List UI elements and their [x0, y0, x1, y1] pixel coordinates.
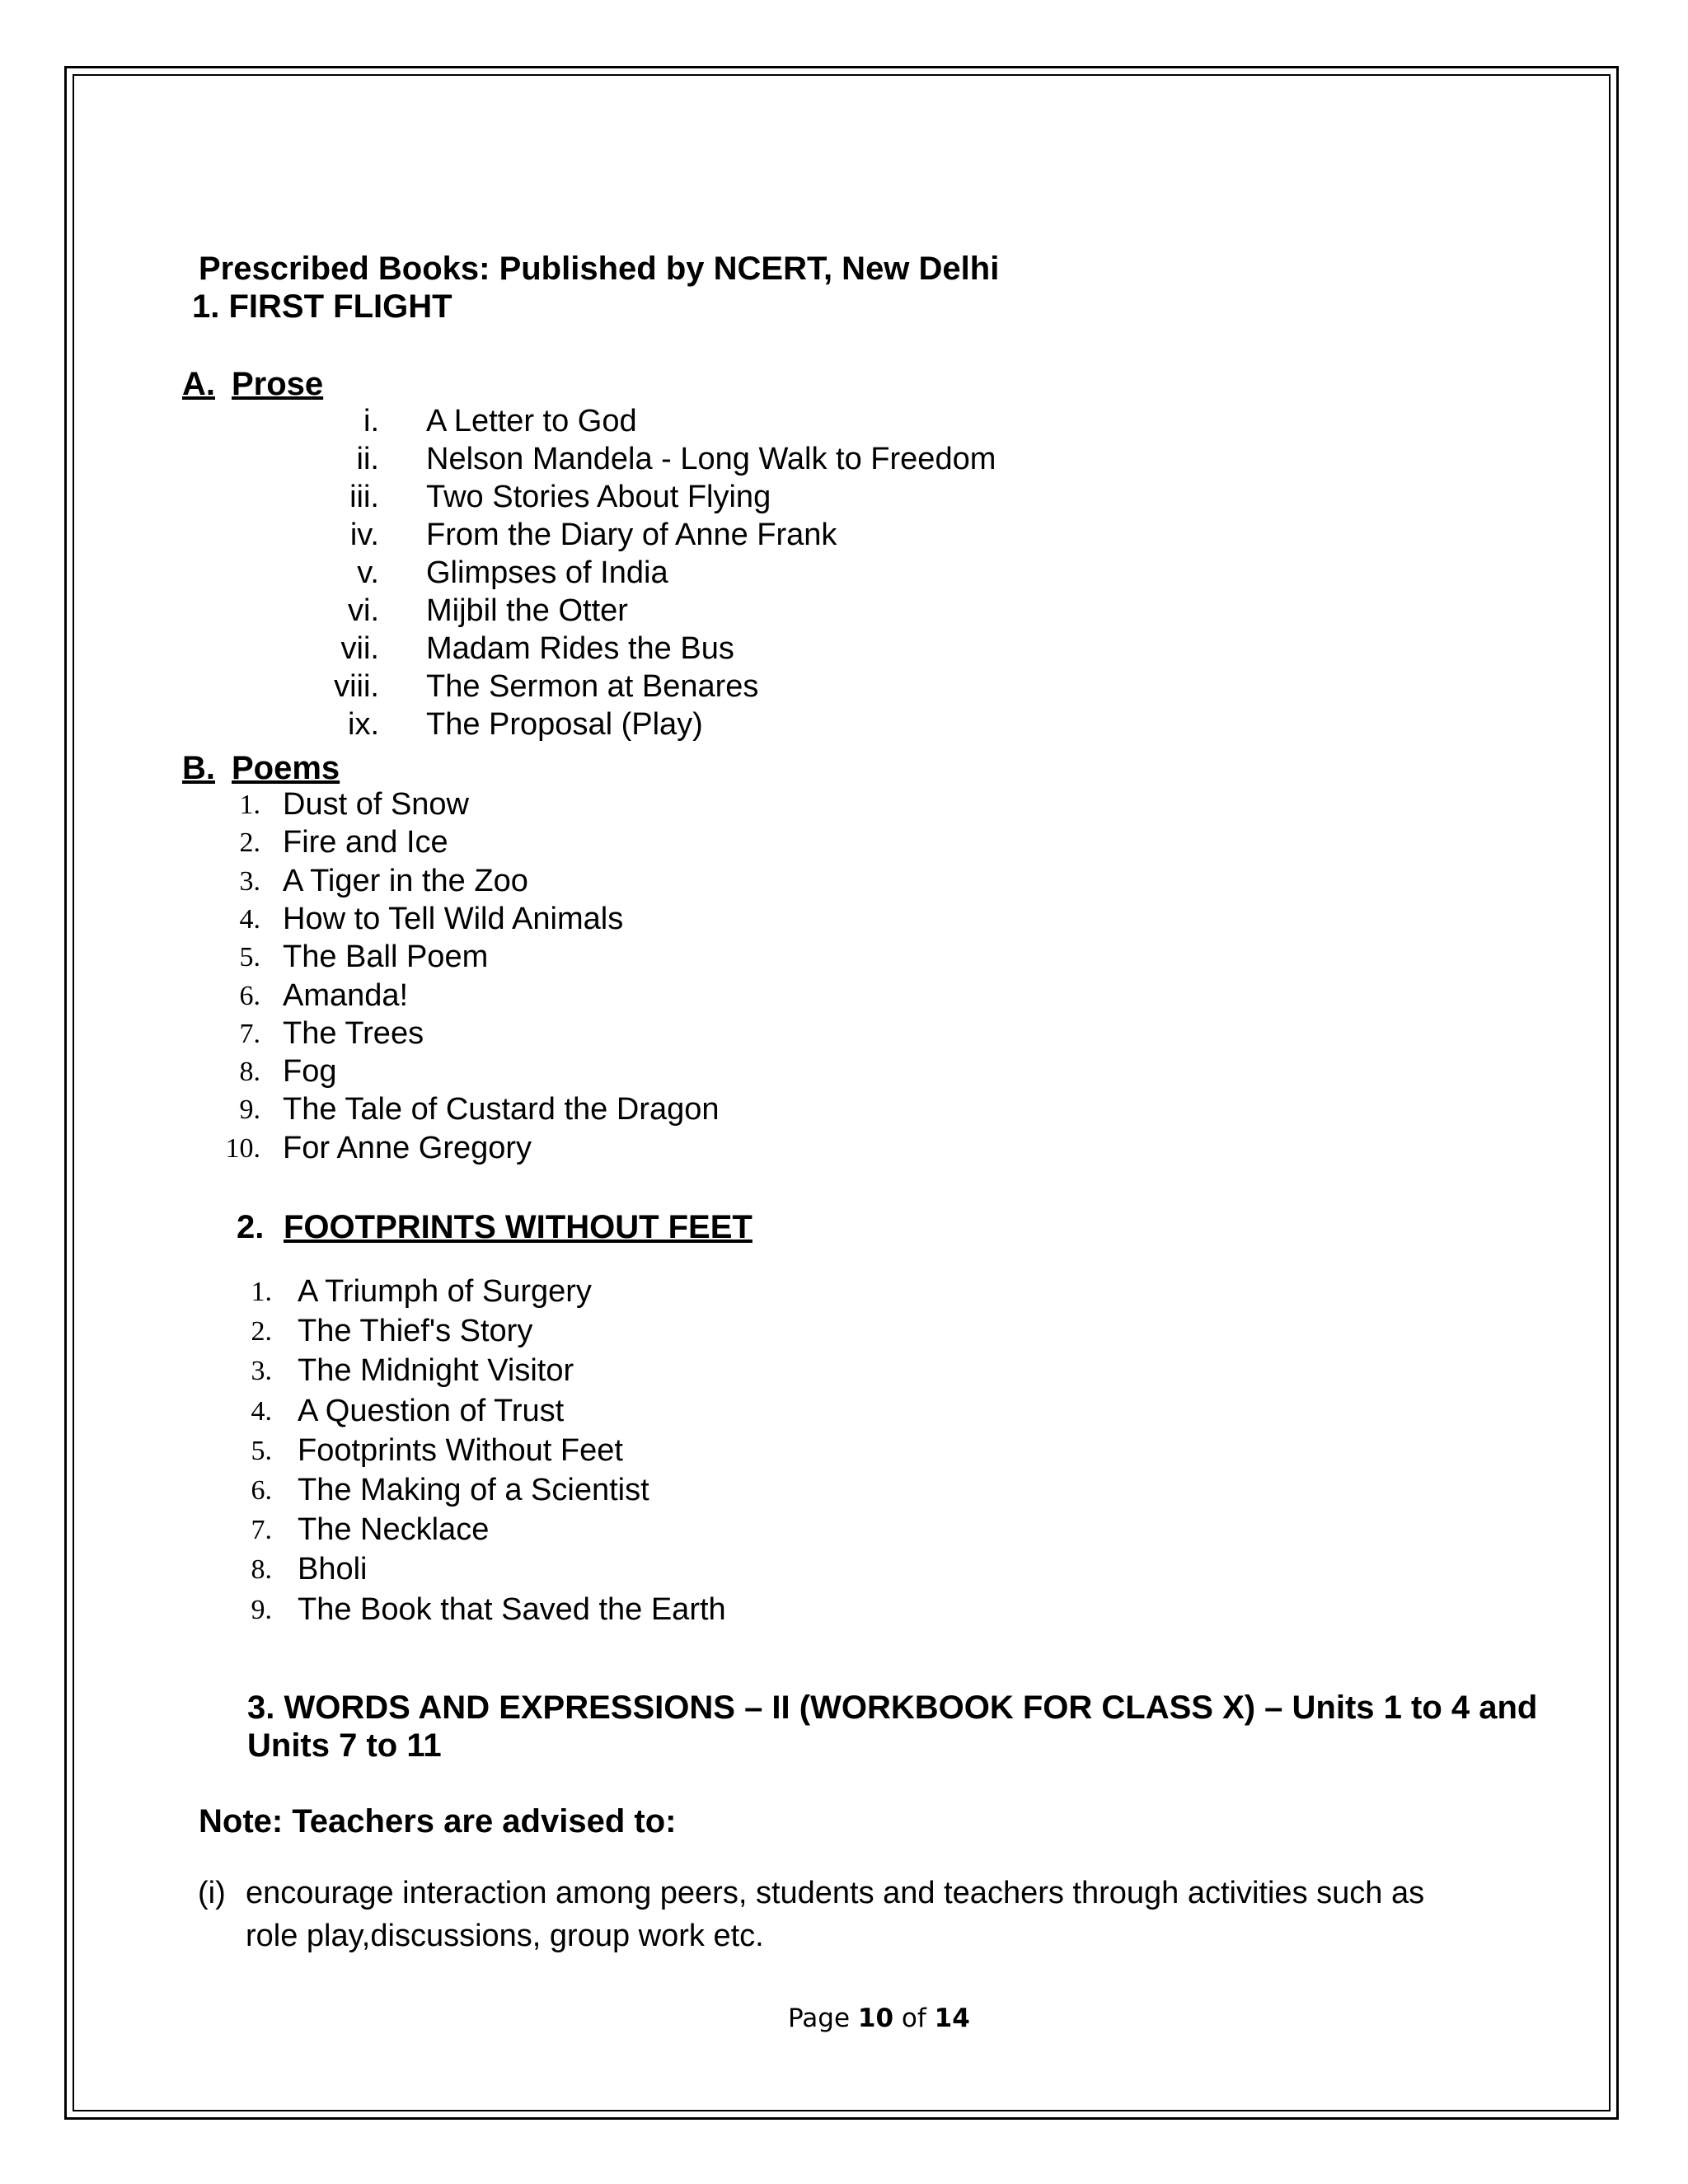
poems-section-letter: B. [182, 750, 215, 786]
prose-item-number: ix. [348, 707, 379, 742]
poem-item-number: 2. [239, 827, 260, 859]
poem-item-number: 10. [225, 1132, 260, 1164]
poem-item-number: 5. [239, 942, 260, 973]
prescribed-books-heading: Prescribed Books: Published by NCERT, New Delhi [199, 251, 1000, 287]
poem-item-title: How to Tell Wild Animals [283, 901, 624, 936]
prose-item-title: Glimpses of India [426, 555, 668, 590]
poem-item-title: For Anne Gregory [283, 1130, 532, 1165]
prose-item-title: Mijbil the Otter [426, 593, 628, 628]
note-text-line2: role play,discussions, group work etc. [246, 1919, 764, 1953]
prose-item-number: iii. [349, 480, 379, 514]
footprints-item-number: 2. [251, 1316, 272, 1347]
workbook-heading-line2: Units 7 to 11 [247, 1727, 442, 1764]
footprints-item-number: 7. [251, 1515, 272, 1546]
footer-of-word: of [901, 2004, 926, 2033]
footprints-item-number: 8. [251, 1554, 272, 1586]
poem-item-number: 7. [239, 1018, 260, 1049]
workbook-heading-line1: 3. WORDS AND EXPRESSIONS – II (WORKBOOK FOR CLASS X) – Units 1 to 4 and [247, 1690, 1538, 1726]
footprints-item-number: 3. [251, 1356, 272, 1387]
poem-item-title: Amanda! [283, 977, 409, 1013]
poem-item-number: 4. [239, 903, 260, 935]
prose-item-title: From the Diary of Anne Frank [426, 518, 837, 552]
prose-section-title: Prose [232, 366, 324, 402]
poem-item-title: The Ball Poem [283, 940, 489, 975]
poem-item-title: A Tiger in the Zoo [283, 863, 528, 898]
footprints-item-number: 6. [251, 1475, 272, 1506]
footer-current-page: 10 [857, 2004, 894, 2033]
prose-item-title: Nelson Mandela - Long Walk to Freedom [426, 442, 996, 476]
footprints-item-title: Footprints Without Feet [298, 1432, 623, 1468]
footprints-item-number: 1. [251, 1277, 272, 1307]
footprints-item-number: 5. [251, 1435, 272, 1466]
prose-section-letter: A. [182, 366, 215, 402]
footprints-item-title: The Necklace [298, 1512, 490, 1548]
poems-section-title: Poems [232, 750, 340, 786]
prose-item-title: The Proposal (Play) [426, 707, 703, 742]
prose-item-number: vii. [340, 631, 379, 666]
poem-item-number: 9. [239, 1094, 260, 1126]
footprints-item-number: 4. [251, 1395, 272, 1427]
footer-page-word: Page [788, 2004, 851, 2033]
prose-item-title: The Sermon at Benares [426, 669, 759, 704]
footprints-item-title: The Making of a Scientist [298, 1473, 649, 1507]
poem-item-number: 8. [239, 1057, 260, 1088]
prose-item-number: i. [363, 404, 379, 438]
footprints-item-title: The Thief's Story [298, 1314, 533, 1349]
prose-item-number: v. [357, 555, 379, 590]
poem-item-number: 1. [239, 790, 260, 820]
footprints-item-title: A Question of Trust [298, 1393, 565, 1428]
prose-item-number: vi. [348, 593, 379, 628]
footprints-item-number: 9. [251, 1594, 272, 1625]
footprints-item-title: The Book that Saved the Earth [298, 1591, 726, 1627]
prose-item-number: viii. [334, 669, 379, 704]
book-first-flight-heading: 1. FIRST FLIGHT [192, 288, 452, 325]
prose-item-title: A Letter to God [426, 404, 637, 438]
footprints-item-title: A Triumph of Surgery [298, 1274, 592, 1309]
poem-item-title: Fire and Ice [283, 825, 448, 860]
page-footer [788, 2004, 970, 2033]
poem-item-title: The Tale of Custard the Dragon [283, 1092, 720, 1127]
prose-item-title: Two Stories About Flying [426, 480, 771, 514]
prose-item-title: Madam Rides the Bus [426, 631, 734, 666]
footprints-item-title: The Midnight Visitor [298, 1353, 574, 1389]
poem-item-title: The Trees [283, 1015, 424, 1051]
poem-item-number: 3. [239, 865, 260, 897]
footer-total-pages: 14 [934, 2004, 970, 2033]
note-marker: (i) [198, 1876, 226, 1910]
note-heading: Note: Teachers are advised to: [199, 1803, 677, 1840]
prose-item-number: ii. [356, 442, 379, 476]
footprints-number: 2. [237, 1209, 265, 1245]
note-text-line1: encourage interaction among peers, students and teachers through activities such as [246, 1876, 1425, 1910]
poem-item-title: Dust of Snow [283, 787, 469, 822]
poem-item-number: 6. [239, 980, 260, 1011]
prose-item-number: iv. [349, 518, 379, 552]
footprints-item-title: Bholi [298, 1552, 368, 1587]
poem-item-title: Fog [283, 1054, 337, 1090]
footprints-heading: FOOTPRINTS WITHOUT FEET [284, 1209, 753, 1245]
